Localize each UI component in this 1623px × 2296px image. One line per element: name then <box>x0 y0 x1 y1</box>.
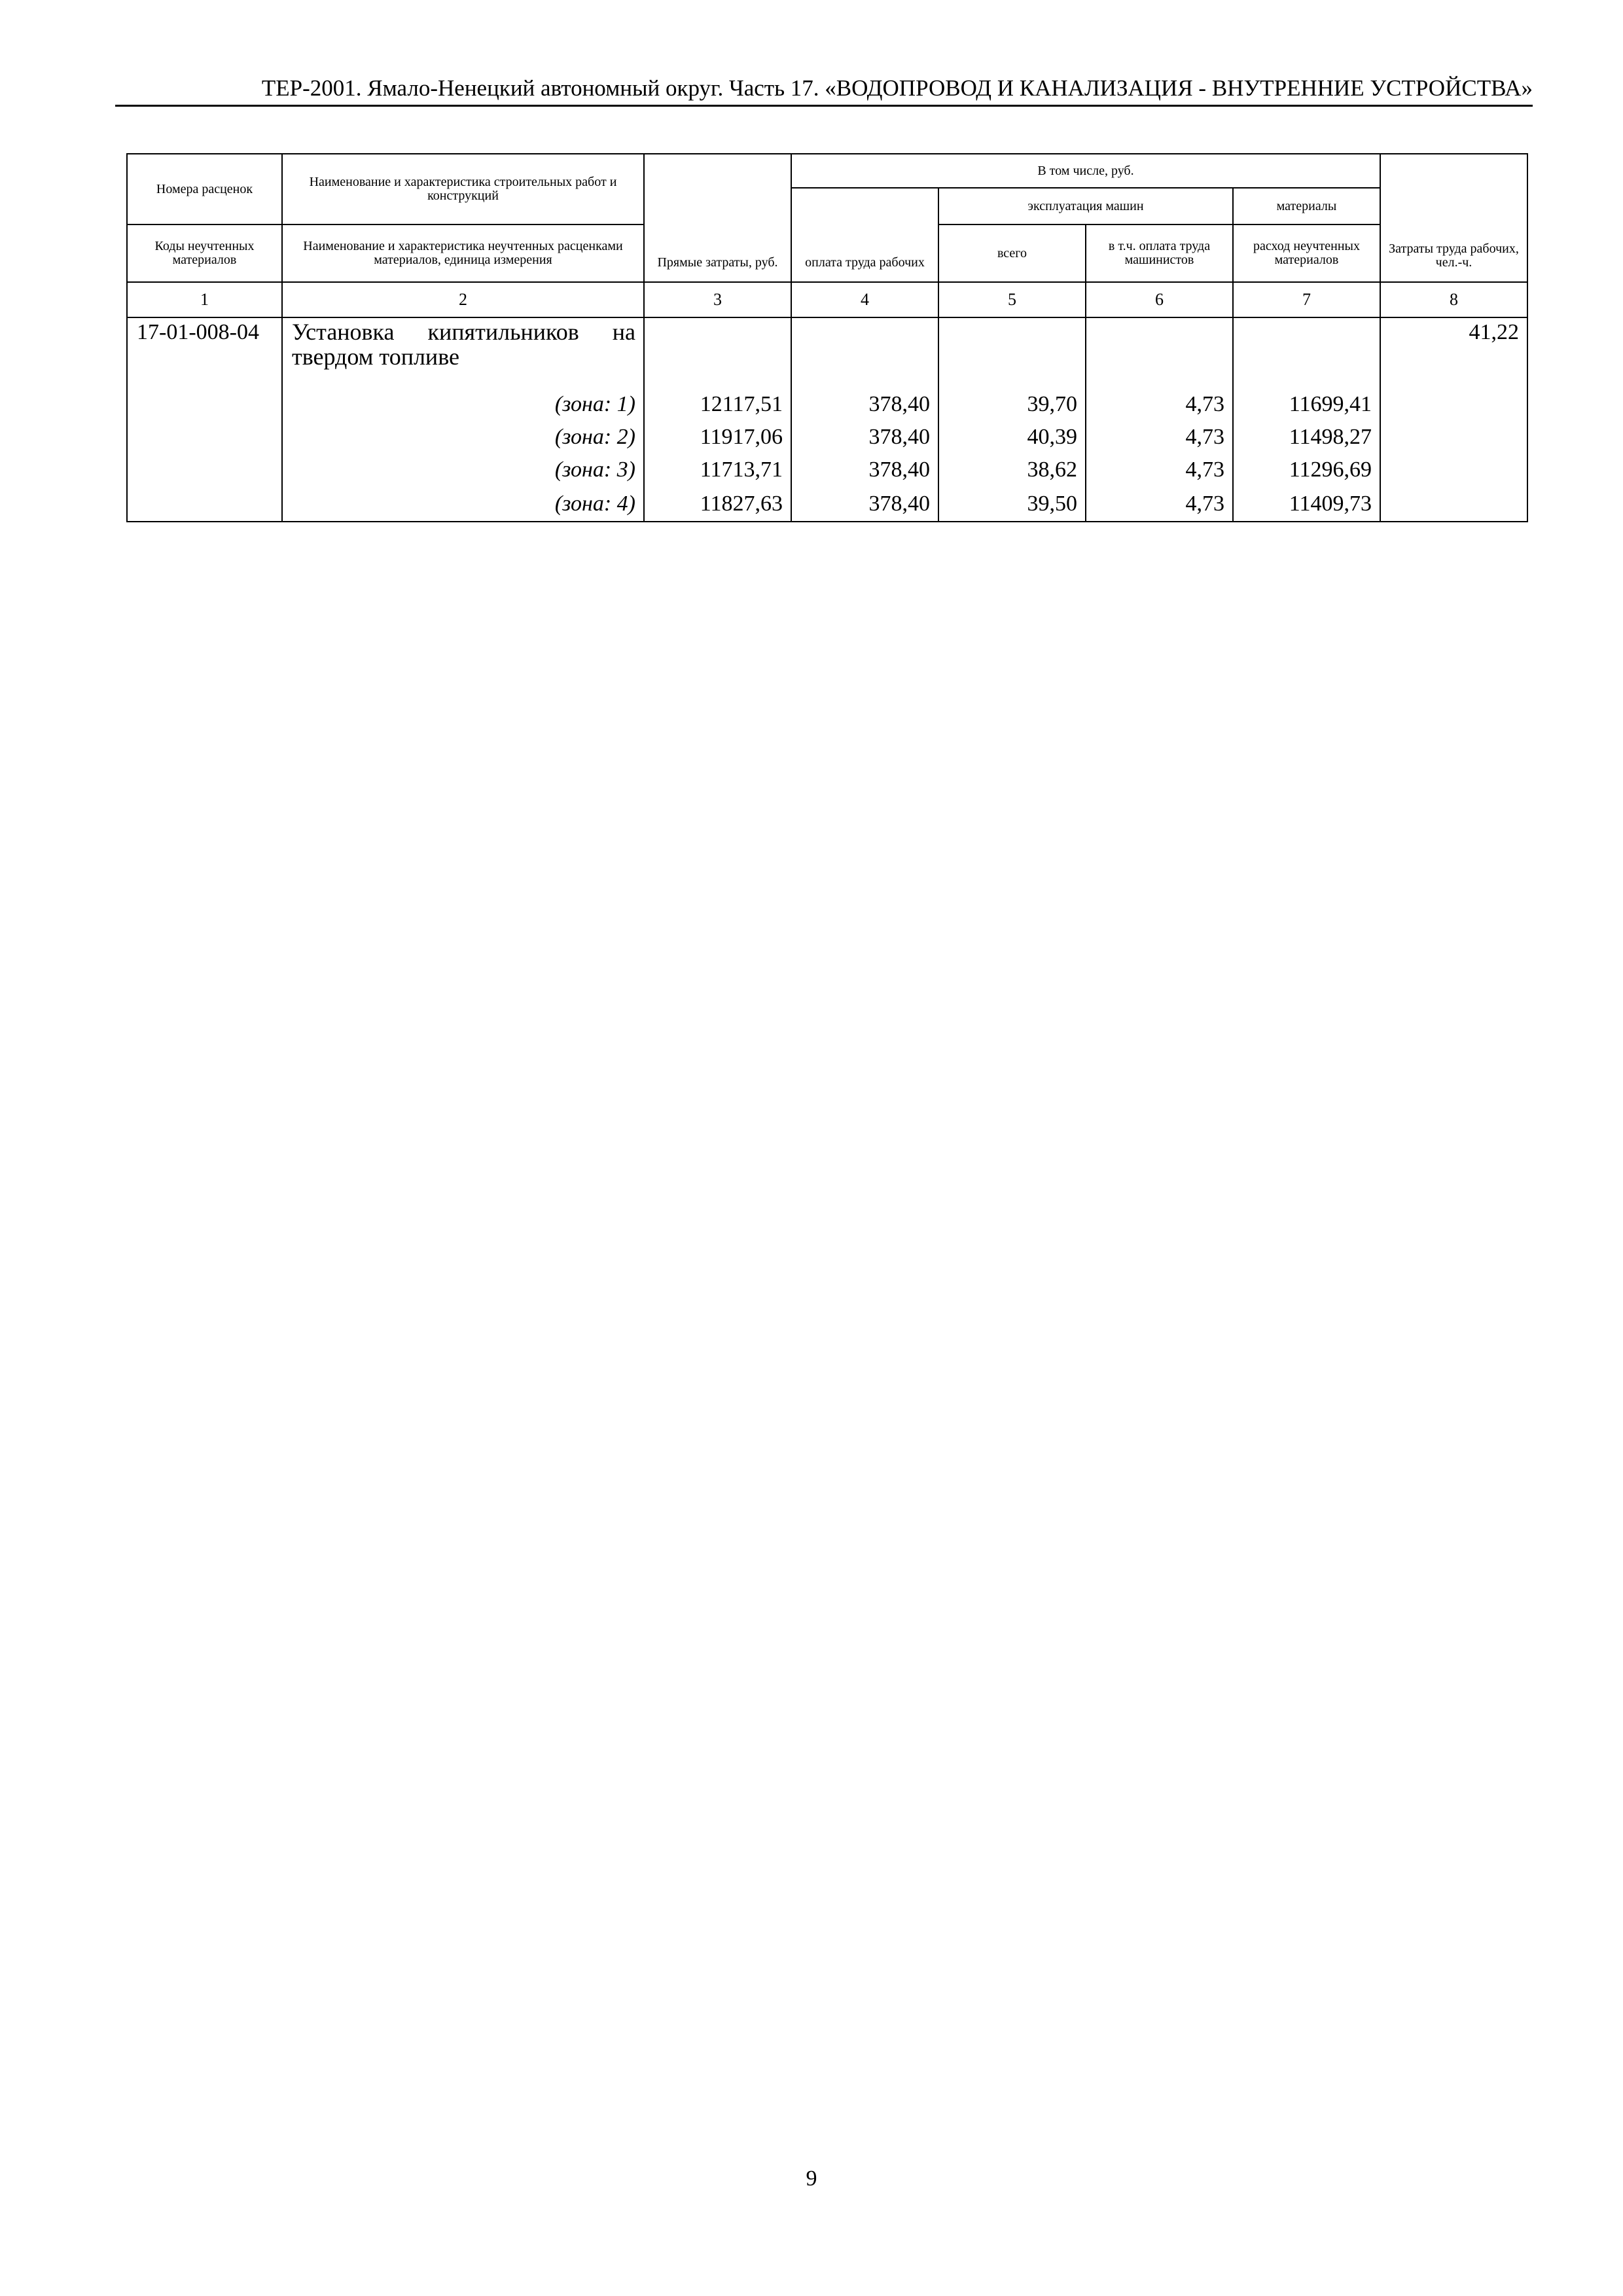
machines-value: 40,39 <box>938 418 1086 450</box>
materials-value: 11699,41 <box>1233 385 1380 418</box>
zone-label: (зона: 4) <box>282 483 644 522</box>
rates-table <box>126 153 1528 522</box>
header-including: В том числе, руб. <box>791 154 1380 188</box>
zone-label: (зона: 2) <box>282 418 644 450</box>
materials-value: 11409,73 <box>1233 483 1380 522</box>
machinists-value: 4,73 <box>1086 418 1233 450</box>
column-number: 4 <box>791 282 938 317</box>
rate-code: 17-01-008-04 <box>127 317 282 385</box>
machinists-value: 4,73 <box>1086 483 1233 522</box>
header-work-name: Наименование и характеристика строительных работ и конструкций <box>282 154 644 224</box>
materials-value: 11498,27 <box>1233 418 1380 450</box>
header-unaccounted-materials: расход неучтенных материалов <box>1233 224 1380 282</box>
machines-value: 38,62 <box>938 450 1086 483</box>
zone-label: (зона: 3) <box>282 450 644 483</box>
header-materials: материалы <box>1233 188 1380 224</box>
machinists-value: 4,73 <box>1086 385 1233 418</box>
page-number: 9 <box>806 2166 817 2191</box>
table-row <box>127 418 1527 450</box>
labor-pay-value: 378,40 <box>791 418 938 450</box>
header-machines-total: всего <box>938 224 1086 282</box>
header-machinists-pay: в т.ч. оплата труда машинистов <box>1086 224 1233 282</box>
direct-costs-value: 11827,63 <box>644 483 791 522</box>
table-row <box>127 385 1527 418</box>
column-number: 6 <box>1086 282 1233 317</box>
direct-costs-value: 11917,06 <box>644 418 791 450</box>
page-header <box>115 72 1533 107</box>
column-number: 8 <box>1380 282 1527 317</box>
column-number: 7 <box>1233 282 1380 317</box>
table-row <box>127 450 1527 483</box>
header-machines: эксплуатация машин <box>938 188 1233 224</box>
labor-pay-value: 378,40 <box>791 450 938 483</box>
header-direct-costs: Прямые затраты, руб. <box>644 154 791 282</box>
zone-label: (зона: 1) <box>282 385 644 418</box>
header-labor-pay: оплата труда рабочих <box>791 188 938 282</box>
labor-pay-value: 378,40 <box>791 483 938 522</box>
header-labor-costs: Затраты труда рабочих, чел.-ч. <box>1380 154 1527 282</box>
machinists-value: 4,73 <box>1086 450 1233 483</box>
column-number: 5 <box>938 282 1086 317</box>
header-codes: Коды неучтенных материалов <box>127 224 282 282</box>
document-title: ТЕР-2001. Ямало-Ненецкий автономный округ. Часть 17. «ВОДОПРОВОД И КАНАЛИЗАЦИЯ - ВНУТРЕННИЕ УСТРОЙСТВА» <box>261 75 1533 101</box>
header-rate-numbers: Номера расценок <box>127 154 282 224</box>
work-name: Установка кипятильников на твердом топливе <box>282 317 644 385</box>
direct-costs-value: 11713,71 <box>644 450 791 483</box>
materials-value: 11296,69 <box>1233 450 1380 483</box>
machines-value: 39,50 <box>938 483 1086 522</box>
column-number: 1 <box>127 282 282 317</box>
machines-value: 39,70 <box>938 385 1086 418</box>
table-row <box>127 483 1527 522</box>
direct-costs-value: 12117,51 <box>644 385 791 418</box>
column-number-row <box>127 282 1527 317</box>
column-number: 2 <box>282 282 644 317</box>
labor-pay-value: 378,40 <box>791 385 938 418</box>
column-number: 3 <box>644 282 791 317</box>
labor-hours: 41,22 <box>1380 317 1527 385</box>
header-materials-name: Наименование и характеристика неучтенных расценками материалов, единица измерения <box>282 224 644 282</box>
table-row <box>127 317 1527 385</box>
